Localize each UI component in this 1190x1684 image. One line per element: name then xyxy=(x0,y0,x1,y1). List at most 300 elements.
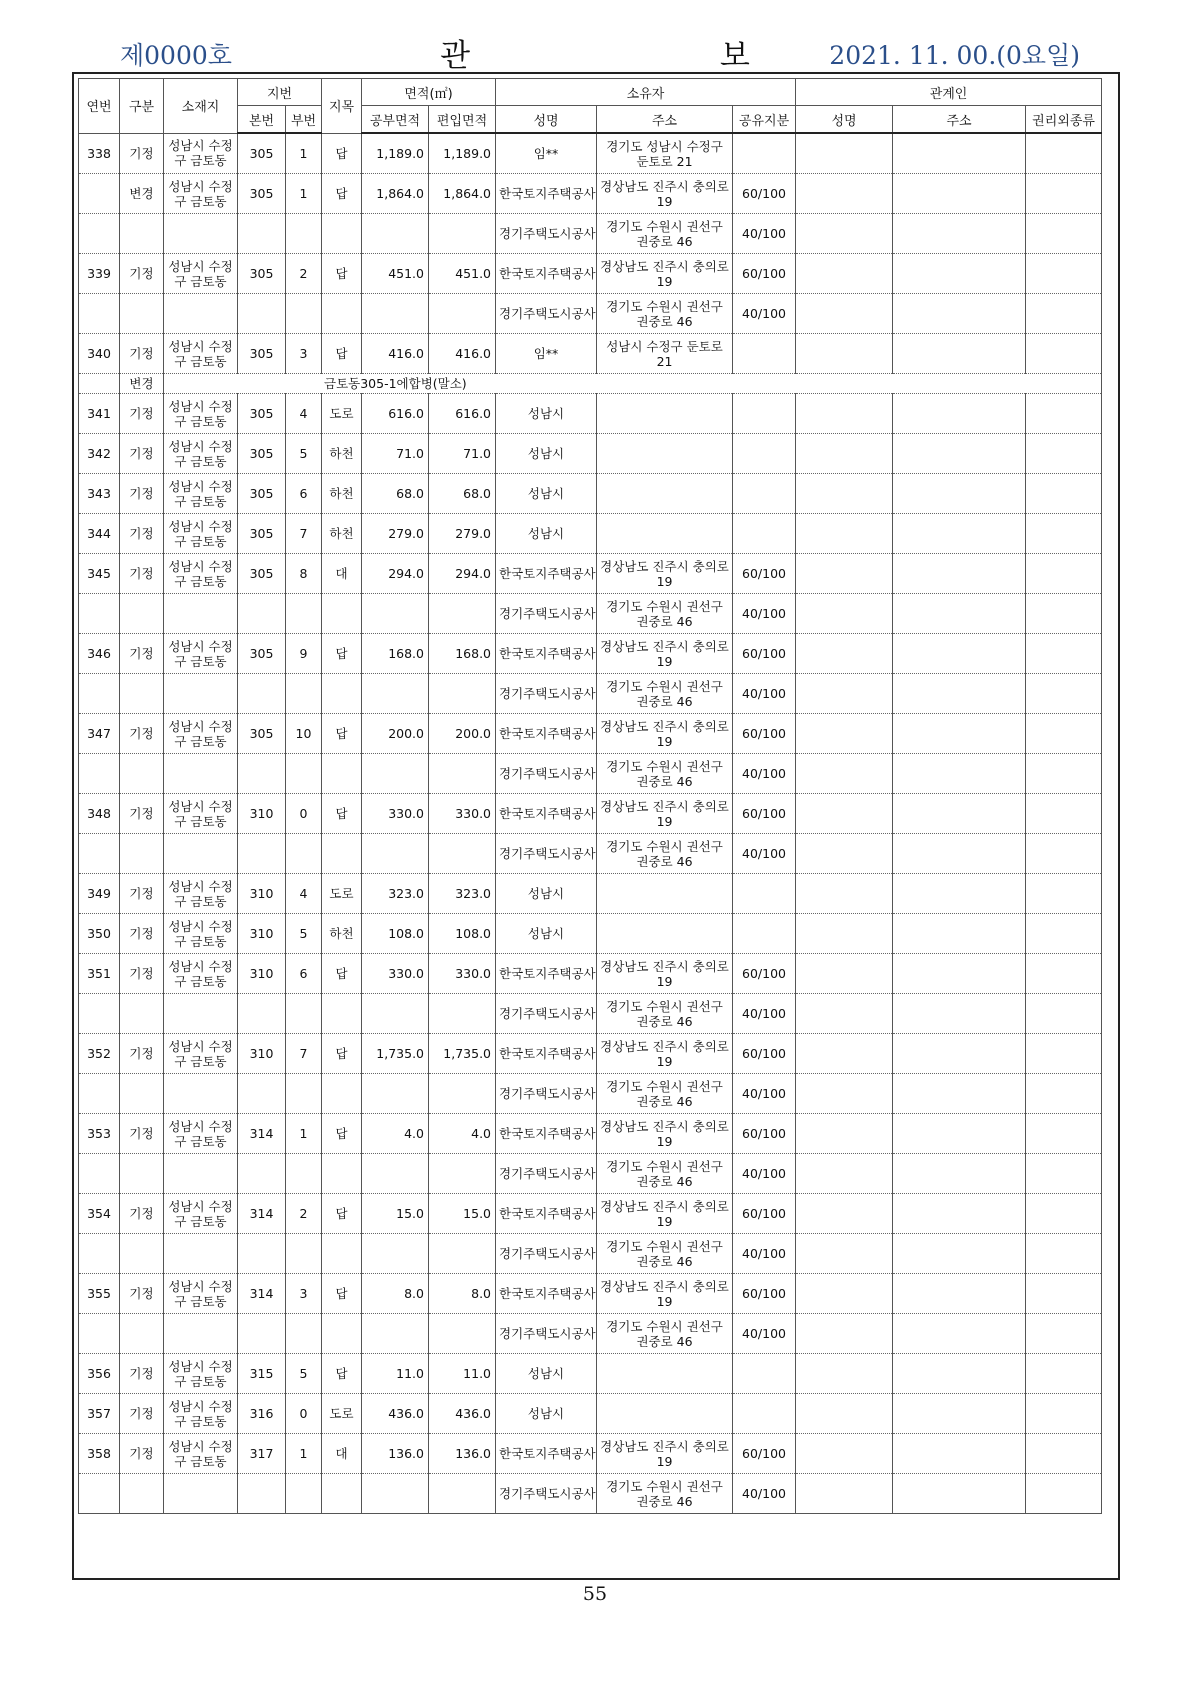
cell-location xyxy=(164,1314,238,1354)
cell-land-type: 도로 xyxy=(322,874,362,914)
cell-owner-name: 경기주택도시공사 xyxy=(496,674,597,714)
cell-rel-name xyxy=(796,434,893,474)
cell-public-area xyxy=(362,674,429,714)
cell-owner-address: 경기도 수원시 권선구 권중로 46 xyxy=(597,1154,733,1194)
cell-owner-address: 경기도 수원시 권선구 권중로 46 xyxy=(597,754,733,794)
cell-public-area: 108.0 xyxy=(362,914,429,954)
table-row xyxy=(79,294,1102,334)
col-rel-name: 성명 xyxy=(796,106,893,134)
cell-location: 성남시 수정구 금토동 xyxy=(164,554,238,594)
table-row xyxy=(79,1154,1102,1194)
cell-sub-no: 5 xyxy=(286,434,322,474)
cell-serial xyxy=(79,174,120,214)
col-owner-name: 성명 xyxy=(496,106,597,134)
cell-category: 기정 xyxy=(120,954,164,994)
cell-category: 기정 xyxy=(120,1194,164,1234)
page-header xyxy=(0,30,1190,74)
cell-rel-address xyxy=(893,1314,1026,1354)
cell-incorporated-area xyxy=(429,214,496,254)
cell-owner-name: 한국토지주택공사 xyxy=(496,634,597,674)
cell-sub-no: 2 xyxy=(286,1194,322,1234)
cell-rel-right xyxy=(1026,994,1102,1034)
cell-rel-address xyxy=(893,1114,1026,1154)
cell-owner-address xyxy=(597,514,733,554)
col-category: 구분 xyxy=(120,79,164,134)
cell-owner-address xyxy=(597,1354,733,1394)
cell-rel-name xyxy=(796,994,893,1034)
cell-owner-name: 임** xyxy=(496,334,597,374)
cell-serial: 338 xyxy=(79,133,120,174)
cell-sub-no: 7 xyxy=(286,514,322,554)
cell-location: 성남시 수정구 금토동 xyxy=(164,474,238,514)
cell-rel-address xyxy=(893,714,1026,754)
cell-serial: 345 xyxy=(79,554,120,594)
cell-location: 성남시 수정구 금토동 xyxy=(164,1274,238,1314)
cell-incorporated-area xyxy=(429,1314,496,1354)
cell-serial: 352 xyxy=(79,1034,120,1074)
cell-owner-address xyxy=(597,434,733,474)
cell-rel-name xyxy=(796,1434,893,1474)
cell-land-type: 답 xyxy=(322,794,362,834)
cell-rel-name xyxy=(796,874,893,914)
cell-owner-address: 경기도 수원시 권선구 권중로 46 xyxy=(597,214,733,254)
cell-land-type xyxy=(322,1314,362,1354)
cell-main-no xyxy=(238,1314,286,1354)
cell-land-type: 대 xyxy=(322,1434,362,1474)
cell-land-type: 답 xyxy=(322,1034,362,1074)
cell-rel-address xyxy=(893,474,1026,514)
cell-category: 기정 xyxy=(120,1434,164,1474)
table-row xyxy=(79,1074,1102,1114)
cell-share: 60/100 xyxy=(733,174,796,214)
cell-serial: 348 xyxy=(79,794,120,834)
table-row xyxy=(79,374,1102,394)
cell-rel-right xyxy=(1026,1074,1102,1114)
cell-category: 기정 xyxy=(120,133,164,174)
cell-category xyxy=(120,1474,164,1514)
cell-owner-address: 경상남도 진주시 충의로 19 xyxy=(597,554,733,594)
cell-location xyxy=(164,1234,238,1274)
cell-land-type xyxy=(322,1074,362,1114)
cell-rel-address xyxy=(893,954,1026,994)
cell-owner-address: 경기도 수원시 권선구 권중로 46 xyxy=(597,1234,733,1274)
cell-land-type xyxy=(322,754,362,794)
cell-land-type xyxy=(322,1154,362,1194)
cell-category xyxy=(120,214,164,254)
cell-owner-address: 경상남도 진주시 충의로 19 xyxy=(597,1034,733,1074)
cell-owner-name: 경기주택도시공사 xyxy=(496,1314,597,1354)
cell-public-area: 616.0 xyxy=(362,394,429,434)
cell-land-type xyxy=(322,674,362,714)
cell-serial: 358 xyxy=(79,1434,120,1474)
col-sub-no: 부번 xyxy=(286,106,322,134)
cell-location xyxy=(164,1474,238,1514)
cell-land-type: 도로 xyxy=(322,394,362,434)
cell-main-no xyxy=(238,1234,286,1274)
cell-owner-name: 성남시 xyxy=(496,874,597,914)
cell-rel-name xyxy=(796,1274,893,1314)
cell-owner-address: 경기도 수원시 권선구 권중로 46 xyxy=(597,294,733,334)
cell-rel-right xyxy=(1026,1394,1102,1434)
cell-sub-no: 1 xyxy=(286,174,322,214)
cell-serial: 356 xyxy=(79,1354,120,1394)
cell-share: 40/100 xyxy=(733,834,796,874)
cell-rel-name xyxy=(796,394,893,434)
cell-sub-no xyxy=(286,594,322,634)
cell-location: 성남시 수정구 금토동 xyxy=(164,174,238,214)
cell-share: 40/100 xyxy=(733,994,796,1034)
cell-category: 기정 xyxy=(120,434,164,474)
cell-owner-name: 한국토지주택공사 xyxy=(496,1194,597,1234)
cell-owner-name: 경기주택도시공사 xyxy=(496,994,597,1034)
cell-share: 40/100 xyxy=(733,594,796,634)
cell-main-no: 305 xyxy=(238,514,286,554)
col-main-no: 본번 xyxy=(238,106,286,134)
cell-owner-address: 경상남도 진주시 충의로 19 xyxy=(597,1194,733,1234)
cell-main-no xyxy=(238,294,286,334)
cell-share: 40/100 xyxy=(733,1234,796,1274)
cell-sub-no: 7 xyxy=(286,1034,322,1074)
cell-public-area: 330.0 xyxy=(362,954,429,994)
cell-main-no: 305 xyxy=(238,334,286,374)
cell-location: 성남시 수정구 금토동 xyxy=(164,133,238,174)
cell-public-area: 451.0 xyxy=(362,254,429,294)
cell-owner-name: 한국토지주택공사 xyxy=(496,714,597,754)
cell-incorporated-area: 4.0 xyxy=(429,1114,496,1154)
cell-category: 변경 xyxy=(120,174,164,214)
cell-sub-no xyxy=(286,1234,322,1274)
cell-rel-name xyxy=(796,754,893,794)
cell-owner-name: 한국토지주택공사 xyxy=(496,794,597,834)
cell-rel-right xyxy=(1026,254,1102,294)
table-row xyxy=(79,594,1102,634)
cell-serial xyxy=(79,994,120,1034)
cell-public-area xyxy=(362,294,429,334)
cell-serial: 344 xyxy=(79,514,120,554)
cell-sub-no: 3 xyxy=(286,1274,322,1314)
table-row xyxy=(79,514,1102,554)
cell-main-no: 305 xyxy=(238,554,286,594)
cell-main-no: 314 xyxy=(238,1194,286,1234)
cell-incorporated-area xyxy=(429,594,496,634)
table-row xyxy=(79,254,1102,294)
cell-rel-address xyxy=(893,1074,1026,1114)
cell-rel-right xyxy=(1026,1234,1102,1274)
cell-share xyxy=(733,914,796,954)
cell-rel-name xyxy=(796,334,893,374)
cell-location: 성남시 수정구 금토동 xyxy=(164,714,238,754)
cell-share: 40/100 xyxy=(733,674,796,714)
cell-owner-name: 한국토지주택공사 xyxy=(496,1434,597,1474)
cell-owner-name: 경기주택도시공사 xyxy=(496,1154,597,1194)
cell-rel-right xyxy=(1026,874,1102,914)
cell-rel-address xyxy=(893,594,1026,634)
cell-category: 기정 xyxy=(120,334,164,374)
cell-owner-name: 성남시 xyxy=(496,914,597,954)
cell-share: 60/100 xyxy=(733,714,796,754)
cell-location: 성남시 수정구 금토동 xyxy=(164,914,238,954)
cell-owner-address: 경상남도 진주시 충의로 19 xyxy=(597,1274,733,1314)
cell-share: 40/100 xyxy=(733,1314,796,1354)
cell-owner-address xyxy=(597,474,733,514)
cell-owner-address: 경상남도 진주시 충의로 19 xyxy=(597,1434,733,1474)
cell-incorporated-area: 11.0 xyxy=(429,1354,496,1394)
cell-owner-name: 한국토지주택공사 xyxy=(496,554,597,594)
cell-serial xyxy=(79,674,120,714)
cell-rel-address xyxy=(893,634,1026,674)
cell-serial: 355 xyxy=(79,1274,120,1314)
table-row xyxy=(79,1314,1102,1354)
cell-owner-address: 경기도 수원시 권선구 권중로 46 xyxy=(597,994,733,1034)
cell-serial: 349 xyxy=(79,874,120,914)
cell-land-type: 답 xyxy=(322,1114,362,1154)
cell-owner-name: 경기주택도시공사 xyxy=(496,754,597,794)
cell-land-type: 하천 xyxy=(322,514,362,554)
table-row xyxy=(79,914,1102,954)
col-serial: 연번 xyxy=(79,79,120,134)
cell-rel-name xyxy=(796,474,893,514)
cell-main-no xyxy=(238,994,286,1034)
cell-serial xyxy=(79,1154,120,1194)
cell-rel-name xyxy=(796,254,893,294)
cell-land-type: 답 xyxy=(322,334,362,374)
cell-rel-right xyxy=(1026,434,1102,474)
cell-location: 성남시 수정구 금토동 xyxy=(164,1034,238,1074)
cell-location: 성남시 수정구 금토동 xyxy=(164,874,238,914)
cell-main-no: 305 xyxy=(238,254,286,294)
cell-location xyxy=(164,754,238,794)
cell-rel-address xyxy=(893,1154,1026,1194)
cell-rel-name xyxy=(796,954,893,994)
cell-rel-address xyxy=(893,254,1026,294)
cell-rel-name xyxy=(796,1034,893,1074)
cell-land-type: 답 xyxy=(322,714,362,754)
cell-rel-name xyxy=(796,214,893,254)
cell-rel-right xyxy=(1026,1034,1102,1074)
cell-category: 기정 xyxy=(120,1274,164,1314)
cell-sub-no xyxy=(286,674,322,714)
cell-main-no: 305 xyxy=(238,133,286,174)
cell-rel-address xyxy=(893,914,1026,954)
cell-location xyxy=(164,1074,238,1114)
cell-incorporated-area xyxy=(429,674,496,714)
cell-rel-name xyxy=(796,1154,893,1194)
cell-share: 60/100 xyxy=(733,1114,796,1154)
cell-location xyxy=(164,994,238,1034)
cell-rel-name xyxy=(796,1194,893,1234)
cell-rel-address xyxy=(893,754,1026,794)
cell-rel-right xyxy=(1026,474,1102,514)
cell-rel-right xyxy=(1026,1354,1102,1394)
cell-sub-no: 2 xyxy=(286,254,322,294)
cell-main-no xyxy=(238,1154,286,1194)
table-row xyxy=(79,133,1102,174)
cell-owner-address: 경기도 수원시 권선구 권중로 46 xyxy=(597,834,733,874)
cell-rel-address xyxy=(893,214,1026,254)
cell-rel-name xyxy=(796,1474,893,1514)
cell-main-no: 310 xyxy=(238,1034,286,1074)
table-row xyxy=(79,1034,1102,1074)
cell-public-area: 11.0 xyxy=(362,1354,429,1394)
cell-land-type xyxy=(322,1474,362,1514)
cell-land-type: 도로 xyxy=(322,1394,362,1434)
cell-public-area xyxy=(362,1474,429,1514)
cell-owner-address: 경상남도 진주시 충의로 19 xyxy=(597,634,733,674)
cell-rel-address xyxy=(893,874,1026,914)
cell-owner-name: 한국토지주택공사 xyxy=(496,254,597,294)
cell-land-type: 답 xyxy=(322,634,362,674)
cell-rel-address xyxy=(893,294,1026,334)
cell-incorporated-area: 451.0 xyxy=(429,254,496,294)
cell-share: 60/100 xyxy=(733,554,796,594)
cell-public-area xyxy=(362,754,429,794)
issue-number: 제0000호 xyxy=(120,41,232,70)
table-row xyxy=(79,874,1102,914)
cell-location xyxy=(164,834,238,874)
cell-rel-address xyxy=(893,1354,1026,1394)
cell-location: 성남시 수정구 금토동 xyxy=(164,334,238,374)
cell-incorporated-area xyxy=(429,1154,496,1194)
cell-rel-address xyxy=(893,133,1026,174)
cell-rel-right xyxy=(1026,214,1102,254)
cell-public-area xyxy=(362,594,429,634)
cell-owner-address: 경기도 수원시 권선구 권중로 46 xyxy=(597,1314,733,1354)
cell-owner-name: 경기주택도시공사 xyxy=(496,594,597,634)
cell-serial xyxy=(79,1314,120,1354)
cell-category: 기정 xyxy=(120,794,164,834)
cell-rel-right xyxy=(1026,334,1102,374)
cell-main-no: 310 xyxy=(238,914,286,954)
cell-share xyxy=(733,474,796,514)
cell-owner-name: 성남시 xyxy=(496,434,597,474)
cell-serial: 343 xyxy=(79,474,120,514)
cell-public-area: 8.0 xyxy=(362,1274,429,1314)
cell-share xyxy=(733,1354,796,1394)
cell-public-area: 71.0 xyxy=(362,434,429,474)
cell-share: 60/100 xyxy=(733,1274,796,1314)
cell-rel-name xyxy=(796,294,893,334)
table-row xyxy=(79,754,1102,794)
cell-sub-no xyxy=(286,994,322,1034)
table-row xyxy=(79,634,1102,674)
cell-share: 60/100 xyxy=(733,1034,796,1074)
cell-rel-address xyxy=(893,794,1026,834)
cell-main-no xyxy=(238,674,286,714)
cell-rel-address xyxy=(893,394,1026,434)
cell-owner-address: 경상남도 진주시 충의로 19 xyxy=(597,254,733,294)
cell-incorporated-area: 416.0 xyxy=(429,334,496,374)
cell-serial xyxy=(79,594,120,634)
cell-rel-name xyxy=(796,794,893,834)
cell-share: 60/100 xyxy=(733,634,796,674)
cell-serial: 357 xyxy=(79,1394,120,1434)
cell-category: 기정 xyxy=(120,394,164,434)
cell-main-no: 305 xyxy=(238,394,286,434)
cell-incorporated-area: 108.0 xyxy=(429,914,496,954)
cell-share: 40/100 xyxy=(733,294,796,334)
cell-rel-address xyxy=(893,514,1026,554)
table-row xyxy=(79,1354,1102,1394)
cell-incorporated-area xyxy=(429,1474,496,1514)
cell-serial: 347 xyxy=(79,714,120,754)
cell-owner-name: 임** xyxy=(496,133,597,174)
cell-owner-name: 한국토지주택공사 xyxy=(496,174,597,214)
cell-owner-address: 경상남도 진주시 충의로 19 xyxy=(597,174,733,214)
cell-rel-name xyxy=(796,1314,893,1354)
cell-share: 60/100 xyxy=(733,254,796,294)
cell-category xyxy=(120,1154,164,1194)
cell-rel-name xyxy=(796,914,893,954)
col-lot-group: 지번 xyxy=(238,79,322,106)
cell-location: 성남시 수정구 금토동 xyxy=(164,394,238,434)
cell-main-no: 315 xyxy=(238,1354,286,1394)
cell-serial xyxy=(79,1474,120,1514)
cell-category: 기정 xyxy=(120,914,164,954)
table-row xyxy=(79,554,1102,594)
cell-owner-address: 경기도 수원시 권선구 권중로 46 xyxy=(597,1474,733,1514)
col-public-area: 공부면적 xyxy=(362,106,429,134)
cell-incorporated-area: 616.0 xyxy=(429,394,496,434)
cell-land-type: 답 xyxy=(322,254,362,294)
cell-sub-no: 5 xyxy=(286,1354,322,1394)
cell-share xyxy=(733,874,796,914)
cell-category xyxy=(120,294,164,334)
cell-share: 60/100 xyxy=(733,794,796,834)
cell-category: 기정 xyxy=(120,1354,164,1394)
cell-public-area xyxy=(362,834,429,874)
table-row xyxy=(79,714,1102,754)
table-row xyxy=(79,1394,1102,1434)
cell-owner-name: 성남시 xyxy=(496,514,597,554)
cell-sub-no xyxy=(286,834,322,874)
cell-owner-name: 한국토지주택공사 xyxy=(496,954,597,994)
cell-public-area: 279.0 xyxy=(362,514,429,554)
table-row xyxy=(79,174,1102,214)
cell-rel-address xyxy=(893,1434,1026,1474)
cell-sub-no: 8 xyxy=(286,554,322,594)
page-number: 55 xyxy=(582,1583,608,1605)
cell-rel-right xyxy=(1026,514,1102,554)
cell-rel-name xyxy=(796,1234,893,1274)
cell-rel-right xyxy=(1026,554,1102,594)
cell-share xyxy=(733,334,796,374)
cell-land-type: 답 xyxy=(322,1354,362,1394)
cell-category: 기정 xyxy=(120,1114,164,1154)
cell-rel-right xyxy=(1026,133,1102,174)
cell-rel-address xyxy=(893,1394,1026,1434)
cell-owner-address xyxy=(597,914,733,954)
cell-owner-address xyxy=(597,874,733,914)
table-row xyxy=(79,394,1102,434)
cell-rel-name xyxy=(796,1114,893,1154)
cell-incorporated-area: 200.0 xyxy=(429,714,496,754)
cell-location: 성남시 수정구 금토동 xyxy=(164,1354,238,1394)
cell-sub-no xyxy=(286,1314,322,1354)
cell-public-area xyxy=(362,1154,429,1194)
cell-rel-address xyxy=(893,1034,1026,1074)
cell-serial xyxy=(79,834,120,874)
cell-incorporated-area: 1,735.0 xyxy=(429,1034,496,1074)
cell-owner-address: 경상남도 진주시 충의로 19 xyxy=(597,954,733,994)
cell-rel-name xyxy=(796,1074,893,1114)
cell-public-area: 323.0 xyxy=(362,874,429,914)
table-row xyxy=(79,474,1102,514)
cell-main-no xyxy=(238,1074,286,1114)
cell-location: 성남시 수정구 금토동 xyxy=(164,1434,238,1474)
cell-public-area xyxy=(362,1314,429,1354)
cell-sub-no xyxy=(286,214,322,254)
cell-sub-no: 3 xyxy=(286,334,322,374)
